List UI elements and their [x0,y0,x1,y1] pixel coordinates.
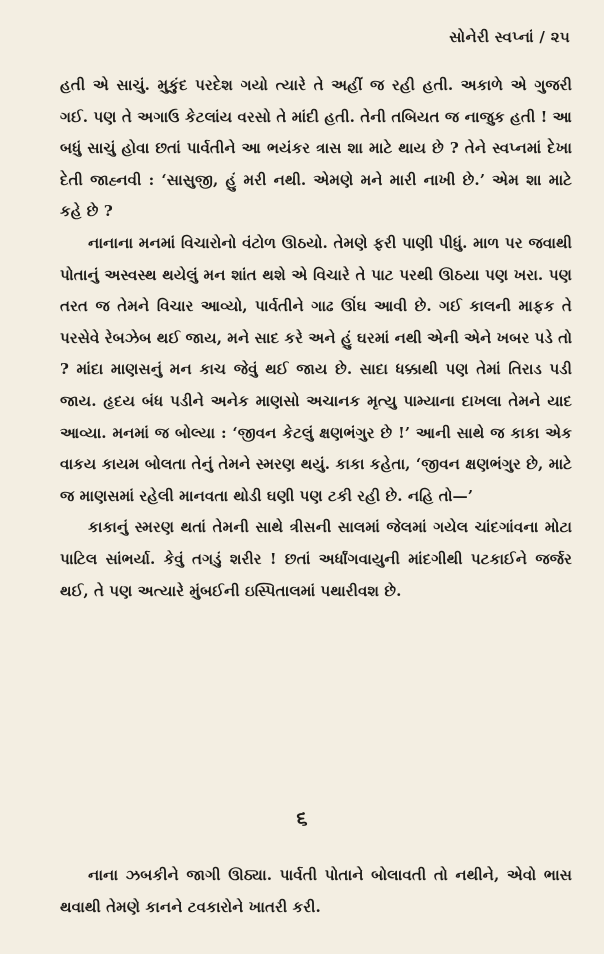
paragraph-1: હતી એ સાચું. મુકુંદ પરદેશ ગયો ત્યારે તે અહીં જ રહી હતી. અકાળે એ ગુજરી ગઈ. પણ તે અગાઉ કેટલાંય વરસો તે માંદી હતી. તેની તબિયત જ નાજુક હતી ! આ બધું સાચું હોવા છતાં પાર્વતીને આ ભયંકર ત્રાસ શા માટે થાય છે ? તેને સ્વપ્નમાં દેખા દેતી જાહ્નવી : ‘સાસુજી, હું મરી નથી. એમણે મને મારી નાખી છે.’ એમ શા માટે કહે છે ? [60,76,572,221]
body-text [60,70,572,607]
section-body-text [60,860,572,923]
section-paragraph-1: નાના ઝબકીને જાગી ઊઠ્યા. પાર્વતી પોતાને બોલાવતી તો નથીને, એવો ભાસ થવાથી તેમણે કાનને ટવકારોને ખાતરી કરી. [60,866,572,916]
running-head-separator: / [539,28,546,46]
paragraph-2: નાનાના મનમાં વિચારોનો વંટોળ ઊઠયો. તેમણે ફરી પાણી પીધું. માળ પર જવાથી પોતાનું અસ્વસ્થ થયેલું મન શાંત થશે એ વિચારે તે પાટ પરથી ઊઠયા પણ ખરા. પણ તરત જ તેમને વિચાર આવ્યો, પાર્વતીને ગાઢ ઊંઘ આવી છે. ગઈ કાલની માફક તે પરસેવે રેબઝેબ થઈ જાય, મને સાદ કરે અને હું ઘરમાં નથી એની એને ખબર પડે તો ? માંદા માણસનું મન કાચ જેવું થઈ જાય છે. સાદા ધક્કાથી પણ તેમાં તિરાડ પડી જાય. હૃદય બંધ પડીને અનેક માણસો અચાનક મૃત્યુ પામ્યાના દાખલા તેમને યાદ આવ્યા. મનમાં જ બોલ્યા : ‘જીવન કેટલું ક્ષણભંગુર છે !’ આની સાથે જ કાકા એક વાકય કાયમ બોલતા તેનું તેમને સ્મરણ થયું. કાકા કહેતા, ‘જીવન ક્ષણભંગુર છે, માટે જ માણસમાં રહેલી માનવતા થોડી ઘણી પણ ટકી રહી છે. નહિ તો—’ [60,233,572,505]
paragraph-3: કાકાનું સ્મરણ થતાં તેમની સાથે ત્રીસની સાલમાં જેલમાં ગયેલ ચાંદગાંવના મોટા પાટિલ સાંભર્યા. કેવું તગડું શરીર ! છતાં અર્ધાંગવાયુની માંદગીથી પટકાઈને જર્જર થઈ, તે પણ અત્યારે મુંબઈની ઇસ્પિતાલમાં પથારીવશ છે. [60,518,572,600]
running-title: સોનેરી સ્વપ્નાં [449,28,534,46]
section-number: ૬ [296,806,308,830]
page-number: ૨૫ [550,28,570,46]
running-head [449,28,570,46]
